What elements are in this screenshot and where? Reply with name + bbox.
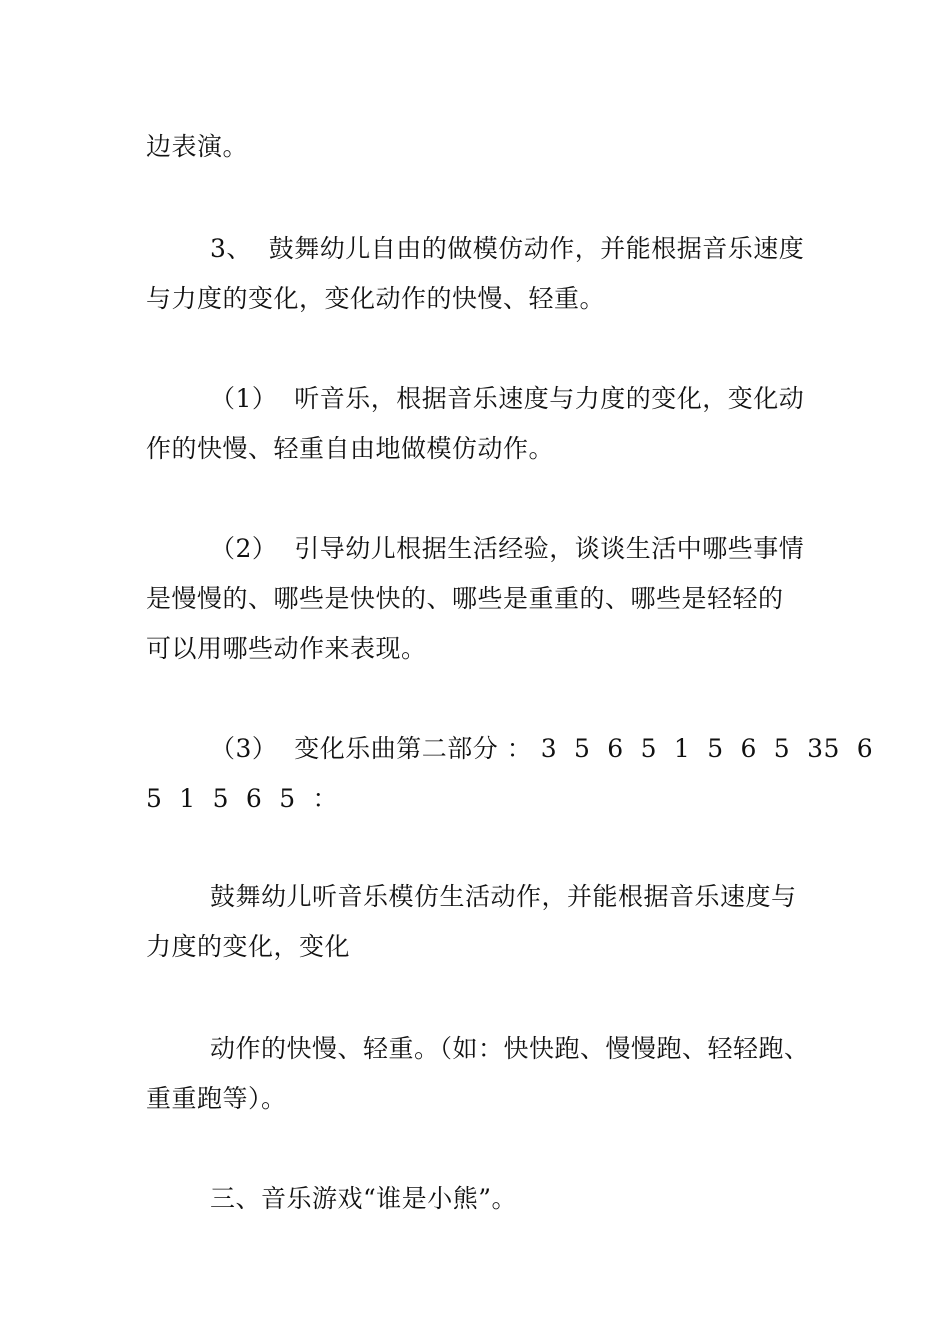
text-line: 是慢慢的、哪些是快快的、哪些是重重的、哪些是轻轻的 xyxy=(146,584,784,613)
text-line: 边表演。 xyxy=(146,132,249,161)
text-line: （3） 变化乐曲第二部分 ： 3 5 6 5 1 5 6 5 35 6 xyxy=(210,734,874,763)
text-line: 重重跑等）。 xyxy=(146,1084,287,1113)
text-line: 5 1 5 6 5 ： xyxy=(146,784,338,813)
text-line: 可以用哪些动作来表现。 xyxy=(146,634,427,663)
text-line: 动作的快慢、轻重。（如：快快跑、慢慢跑、轻轻跑、 xyxy=(210,1034,810,1063)
text-line: （1） 听音乐，根据音乐速度与力度的变化，变化动 xyxy=(210,384,805,413)
text-line: 3、 鼓舞幼儿自由的做模仿动作，并能根据音乐速度 xyxy=(210,234,805,263)
text-line: 与力度的变化，变化动作的快慢、轻重。 xyxy=(146,284,606,313)
text-line: （2） 引导幼儿根据生活经验，谈谈生活中哪些事情 xyxy=(210,534,805,563)
section-heading: 三、音乐游戏“谁是小熊”。 xyxy=(210,1184,518,1213)
text-line: 力度的变化，变化 xyxy=(146,932,351,961)
text-line: 作的快慢、轻重自由地做模仿动作。 xyxy=(146,434,555,463)
text-line: 鼓舞幼儿听音乐模仿生活动作，并能根据音乐速度与 xyxy=(210,882,797,911)
